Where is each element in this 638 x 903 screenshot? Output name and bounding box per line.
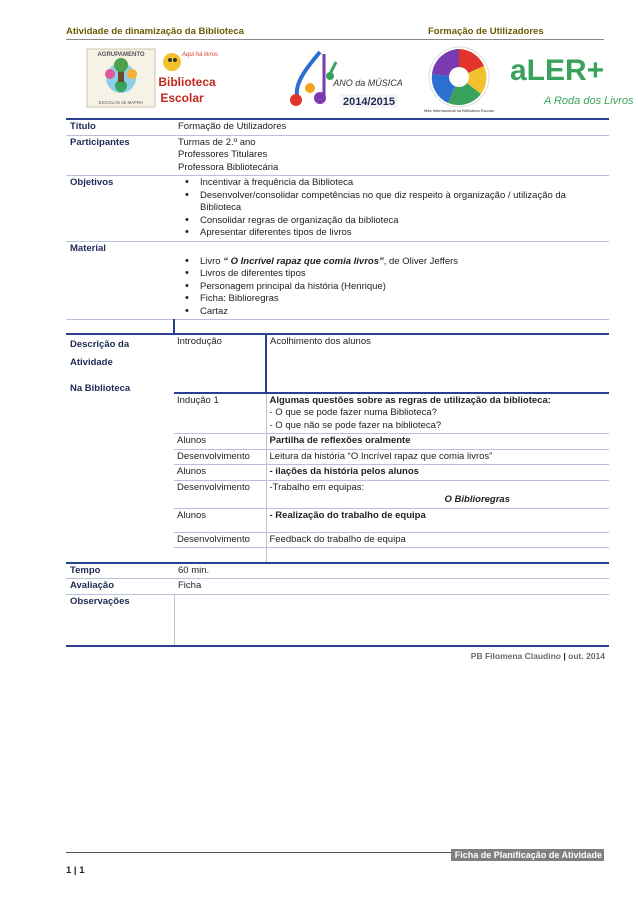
step-row <box>174 465 609 481</box>
avaliacao-label: Avaliação <box>66 579 174 595</box>
step-phase: Introdução <box>174 335 266 393</box>
page-header <box>66 26 604 40</box>
material-item: • Ficha: Biblioregras <box>178 293 605 306</box>
agrupamento-top-text: AGRUPAMENTO <box>97 52 145 58</box>
be-small-text: Aqui há livros <box>181 52 219 58</box>
material-value <box>174 241 609 320</box>
participante-item: Professora Bibliotecária <box>178 161 279 173</box>
material-item: • Livros de diferentes tipos <box>178 268 605 281</box>
objetivo-item: • Consolidar regras de organização da biblioteca <box>178 215 605 228</box>
step-line: - O que não se pode fazer na biblioteca? <box>269 419 442 431</box>
step-phase: Alunos <box>174 465 266 481</box>
participante-item: Professores Titulares <box>178 149 268 160</box>
step-phase: Alunos <box>174 434 266 450</box>
row-avaliacao <box>66 579 609 595</box>
row-tempo <box>66 563 609 579</box>
participante-item: Turmas de 2.º ano <box>178 136 256 148</box>
material-livro-title: “ O Incrível rapaz que comia livros” <box>223 255 384 267</box>
agrupamento-logo <box>86 48 156 108</box>
step-phase: Alunos <box>174 508 266 532</box>
step-text <box>266 480 609 508</box>
titulo-label: Título <box>66 119 174 135</box>
material-item: • Cartaz <box>178 306 605 319</box>
musica-line1-text: ANO da MÚSICA <box>333 78 403 88</box>
step-text <box>266 393 609 434</box>
step-line: - O que se pode fazer numa Biblioteca? <box>269 407 437 418</box>
step-text: Partilha de reflexões oralmente <box>266 434 609 450</box>
row-participantes <box>66 135 609 176</box>
tempo-label: Tempo <box>66 563 174 579</box>
step-row <box>174 532 609 548</box>
signature-date: out. 2014 <box>568 651 605 661</box>
row-observacoes <box>66 594 609 646</box>
musica-line2-text: 2014/2015 <box>343 96 395 108</box>
be-line2-text: Escolar <box>160 91 204 105</box>
step-row-empty <box>174 548 609 562</box>
step-text: - Realização do trabalho de equipa <box>266 508 609 532</box>
row-objetivos <box>66 176 609 242</box>
steps-table <box>174 335 609 562</box>
step-text: Feedback do trabalho de equipa <box>266 532 609 548</box>
material-livro-suffix: , de Oliver Jeffers <box>383 255 459 267</box>
descricao-steps <box>174 334 609 563</box>
row-titulo <box>66 119 609 135</box>
signature-separator: | <box>563 651 566 661</box>
observacoes-label: Observações <box>66 594 174 646</box>
aler-main-text: aLER+ <box>510 54 605 87</box>
logos-row <box>66 44 634 116</box>
row-material <box>66 241 609 320</box>
descricao-label-2: Atividade <box>70 356 113 368</box>
material-livro-prefix: Livro <box>200 255 221 267</box>
step-phase: Desenvolvimento <box>174 449 266 465</box>
objetivo-item: • Apresentar diferentes tipos de livros <box>178 227 605 240</box>
header-left-text: Atividade de dinamização da Biblioteca <box>66 26 244 37</box>
step-row <box>174 508 609 532</box>
participantes-value <box>174 135 609 176</box>
footer-rule <box>66 852 451 853</box>
objetivo-item: • Desenvolver/consolidar competências no que diz respeito à organização / utilização da Biblioteca <box>178 190 605 215</box>
avaliacao-value: Ficha <box>174 579 609 595</box>
step-row <box>174 434 609 450</box>
agrupamento-bottom-text: ESCOLAS de MAFRA <box>98 100 144 105</box>
be-line1-text: Biblioteca <box>158 75 216 89</box>
page-number: 1 | 1 <box>66 865 85 876</box>
aler-logo <box>506 46 634 112</box>
step-phase: Indução 1 <box>174 393 266 434</box>
mes-text: Mês Internacional da Biblioteca Escolar <box>423 108 495 113</box>
material-item-livro <box>178 256 605 269</box>
header-right-text: Formação de Utilizadores <box>428 26 544 37</box>
material-item: • Personagem principal da história (Henrique) <box>178 281 605 294</box>
row-descricao <box>66 334 609 563</box>
descricao-label <box>66 334 174 563</box>
step-row <box>174 335 609 393</box>
step-row <box>174 393 609 434</box>
material-label: Material <box>66 241 174 320</box>
step-title: Algumas questões sobre as regras de utilização da biblioteca: <box>269 394 551 406</box>
participantes-label: Participantes <box>66 135 174 176</box>
observacoes-value <box>174 594 609 646</box>
ano-da-musica-logo <box>280 44 403 114</box>
step-text: - ilações da história pelos alunos <box>266 465 609 481</box>
signature <box>471 651 605 661</box>
mes-internacional-logo <box>423 44 495 114</box>
tempo-value: 60 min. <box>174 563 609 579</box>
step-phase: Desenvolvimento <box>174 480 266 508</box>
step-phase: Desenvolvimento <box>174 532 266 548</box>
row-spacer <box>66 320 609 334</box>
objetivos-label: Objetivos <box>66 176 174 242</box>
step-text: Leitura da história “O Incrível rapaz que comia livros” <box>266 449 609 465</box>
titulo-value: Formação de Utilizadores <box>174 119 609 135</box>
step-row <box>174 480 609 508</box>
objetivo-item: • Incentivar à frequência da Biblioteca <box>178 177 605 190</box>
step-text-main: -Trabalho em equipas: <box>269 481 365 493</box>
aler-sub-text: A Roda dos Livros <box>544 95 634 107</box>
footer-label: Ficha de Planificação de Atividade <box>451 849 604 861</box>
step-row <box>174 449 609 465</box>
descricao-label-1: Descrição da <box>70 338 130 350</box>
planning-table <box>66 118 609 647</box>
objetivos-value <box>174 176 609 242</box>
descricao-label-3: Na Biblioteca <box>70 382 131 394</box>
biblioteca-escolar-logo <box>158 46 219 112</box>
step-text: Acolhimento dos alunos <box>270 335 371 347</box>
step-text-sub: O Biblioregras <box>444 494 510 505</box>
signature-name: PB Filomena Claudino <box>470 651 561 661</box>
